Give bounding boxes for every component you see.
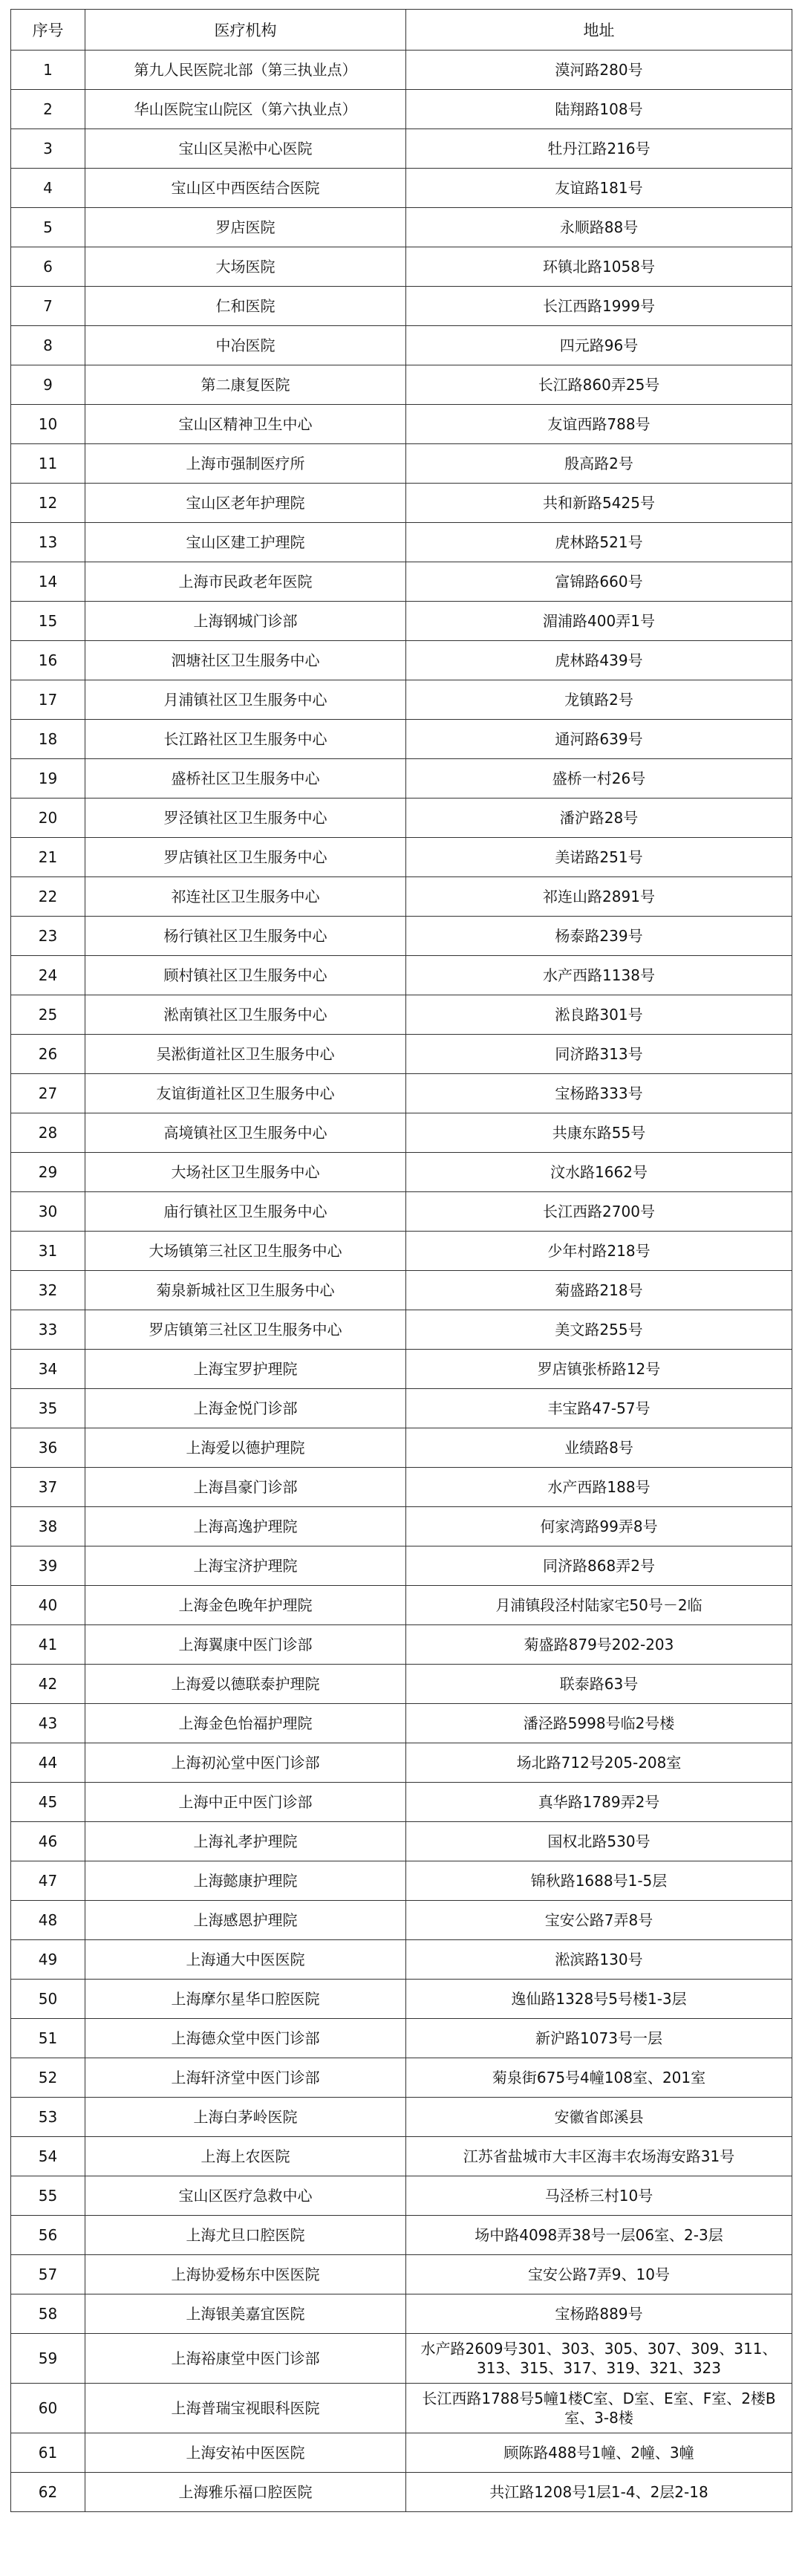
header-address: 地址 — [406, 10, 792, 51]
cell-address: 富锦路660号 — [406, 562, 792, 602]
cell-address: 美诺路251号 — [406, 838, 792, 877]
cell-institution: 宝山区精神卫生中心 — [85, 405, 406, 444]
cell-institution: 上海宝罗护理院 — [85, 1350, 406, 1389]
cell-index: 45 — [11, 1783, 85, 1822]
cell-index: 51 — [11, 2019, 85, 2058]
cell-institution: 上海尤旦口腔医院 — [85, 2216, 406, 2255]
cell-index: 9 — [11, 365, 85, 405]
cell-index: 1 — [11, 51, 85, 90]
cell-address: 潘泾路5998号临2号楼 — [406, 1704, 792, 1743]
cell-index: 53 — [11, 2098, 85, 2137]
cell-index: 6 — [11, 247, 85, 287]
cell-index: 35 — [11, 1389, 85, 1428]
cell-address: 淞良路301号 — [406, 995, 792, 1035]
table-row — [11, 1192, 792, 1232]
table-row — [11, 1783, 792, 1822]
cell-index: 55 — [11, 2176, 85, 2216]
cell-index: 48 — [11, 1901, 85, 1940]
cell-institution: 上海雅乐福口腔医院 — [85, 2473, 406, 2512]
cell-address: 同济路313号 — [406, 1035, 792, 1074]
cell-address: 潘沪路28号 — [406, 799, 792, 838]
cell-address: 何家湾路99弄8号 — [406, 1507, 792, 1546]
cell-index: 14 — [11, 562, 85, 602]
table-row — [11, 326, 792, 365]
cell-index: 16 — [11, 641, 85, 680]
cell-address: 菊泉街675号4幢108室、201室 — [406, 2058, 792, 2098]
cell-address: 锦秋路1688号1-5层 — [406, 1861, 792, 1901]
cell-index: 10 — [11, 405, 85, 444]
table-row — [11, 995, 792, 1035]
cell-institution: 上海昌豪门诊部 — [85, 1468, 406, 1507]
cell-institution: 宝山区吴淞中心医院 — [85, 129, 406, 169]
table-row — [11, 1665, 792, 1704]
cell-institution: 庙行镇社区卫生服务中心 — [85, 1192, 406, 1232]
cell-index: 22 — [11, 877, 85, 917]
table-row — [11, 1389, 792, 1428]
table-row — [11, 2473, 792, 2512]
cell-institution: 杨行镇社区卫生服务中心 — [85, 917, 406, 956]
cell-institution: 上海普瑞宝视眼科医院 — [85, 2384, 406, 2433]
cell-institution: 罗店镇社区卫生服务中心 — [85, 838, 406, 877]
cell-address: 水产路2609号301、303、305、307、309、311、313、315、317、319、321、323 — [406, 2334, 792, 2384]
cell-address: 月浦镇段泾村陆家宅50号－2临 — [406, 1586, 792, 1625]
cell-index: 21 — [11, 838, 85, 877]
cell-address: 长江路860弄25号 — [406, 365, 792, 405]
cell-institution: 上海爱以德联泰护理院 — [85, 1665, 406, 1704]
cell-institution: 大场镇第三社区卫生服务中心 — [85, 1232, 406, 1271]
cell-address: 永顺路88号 — [406, 208, 792, 247]
cell-address: 淞滨路130号 — [406, 1940, 792, 1980]
table-row — [11, 1507, 792, 1546]
table-row — [11, 90, 792, 129]
table-row — [11, 759, 792, 799]
cell-institution: 上海初沁堂中医门诊部 — [85, 1743, 406, 1783]
cell-institution: 宝山区建工护理院 — [85, 523, 406, 562]
table-row — [11, 169, 792, 208]
cell-address: 虎林路439号 — [406, 641, 792, 680]
cell-address: 逸仙路1328号5号楼1-3层 — [406, 1980, 792, 2019]
cell-institution: 上海金悦门诊部 — [85, 1389, 406, 1428]
cell-institution: 上海德众堂中医门诊部 — [85, 2019, 406, 2058]
table-row — [11, 129, 792, 169]
table-row — [11, 1546, 792, 1586]
table-row — [11, 1428, 792, 1468]
cell-index: 23 — [11, 917, 85, 956]
table-row — [11, 1861, 792, 1901]
cell-address: 祁连山路2891号 — [406, 877, 792, 917]
cell-index: 52 — [11, 2058, 85, 2098]
cell-institution: 大场社区卫生服务中心 — [85, 1153, 406, 1192]
cell-index: 19 — [11, 759, 85, 799]
cell-address: 菊盛路879号202-203 — [406, 1625, 792, 1665]
cell-address: 联泰路63号 — [406, 1665, 792, 1704]
cell-address: 马泾桥三村10号 — [406, 2176, 792, 2216]
table-row — [11, 641, 792, 680]
table-row — [11, 877, 792, 917]
cell-institution: 菊泉新城社区卫生服务中心 — [85, 1271, 406, 1310]
cell-institution: 宝山区医疗急救中心 — [85, 2176, 406, 2216]
table-row — [11, 1980, 792, 2019]
cell-institution: 上海感恩护理院 — [85, 1901, 406, 1940]
cell-address: 共江路1208号1层1-4、2层2-18 — [406, 2473, 792, 2512]
table-row — [11, 1350, 792, 1389]
cell-index: 59 — [11, 2334, 85, 2384]
cell-index: 20 — [11, 799, 85, 838]
header-institution: 医疗机构 — [85, 10, 406, 51]
cell-institution: 淞南镇社区卫生服务中心 — [85, 995, 406, 1035]
cell-address: 汶水路1662号 — [406, 1153, 792, 1192]
cell-institution: 上海金色怡福护理院 — [85, 1704, 406, 1743]
cell-index: 8 — [11, 326, 85, 365]
table-row — [11, 562, 792, 602]
cell-index: 40 — [11, 1586, 85, 1625]
cell-index: 62 — [11, 2473, 85, 2512]
cell-address: 宝安公路7弄8号 — [406, 1901, 792, 1940]
cell-institution: 上海礼孝护理院 — [85, 1822, 406, 1861]
cell-institution: 上海摩尔星华口腔医院 — [85, 1980, 406, 2019]
table-row — [11, 720, 792, 759]
cell-institution: 上海裕康堂中医门诊部 — [85, 2334, 406, 2384]
cell-institution: 月浦镇社区卫生服务中心 — [85, 680, 406, 720]
cell-address: 长江西路1788号5幢1楼C室、D室、E室、F室、2楼B室、3-8楼 — [406, 2384, 792, 2433]
cell-address: 真华路1789弄2号 — [406, 1783, 792, 1822]
cell-index: 2 — [11, 90, 85, 129]
cell-institution: 祁连社区卫生服务中心 — [85, 877, 406, 917]
cell-institution: 罗店镇第三社区卫生服务中心 — [85, 1310, 406, 1350]
cell-address: 安徽省郎溪县 — [406, 2098, 792, 2137]
cell-institution: 罗泾镇社区卫生服务中心 — [85, 799, 406, 838]
cell-institution: 上海翼康中医门诊部 — [85, 1625, 406, 1665]
cell-index: 46 — [11, 1822, 85, 1861]
cell-address: 虎林路521号 — [406, 523, 792, 562]
cell-index: 57 — [11, 2255, 85, 2294]
cell-institution: 宝山区中西医结合医院 — [85, 169, 406, 208]
cell-address: 通河路639号 — [406, 720, 792, 759]
cell-address: 江苏省盐城市大丰区海丰农场海安路31号 — [406, 2137, 792, 2176]
cell-index: 36 — [11, 1428, 85, 1468]
header-index: 序号 — [11, 10, 85, 51]
cell-institution: 上海钢城门诊部 — [85, 602, 406, 641]
cell-address: 环镇北路1058号 — [406, 247, 792, 287]
cell-institution: 上海银美嘉宜医院 — [85, 2294, 406, 2334]
cell-index: 15 — [11, 602, 85, 641]
cell-index: 49 — [11, 1940, 85, 1980]
cell-institution: 上海轩济堂中医门诊部 — [85, 2058, 406, 2098]
cell-institution: 华山医院宝山院区（第六执业点） — [85, 90, 406, 129]
cell-institution: 罗店医院 — [85, 208, 406, 247]
table-header-row — [11, 10, 792, 51]
table-row — [11, 838, 792, 877]
cell-institution: 仁和医院 — [85, 287, 406, 326]
table-row — [11, 2294, 792, 2334]
cell-institution: 上海市强制医疗所 — [85, 444, 406, 484]
cell-address: 殷高路2号 — [406, 444, 792, 484]
table-row — [11, 1704, 792, 1743]
cell-address: 漠河路280号 — [406, 51, 792, 90]
cell-institution: 上海高逸护理院 — [85, 1507, 406, 1546]
table-row — [11, 444, 792, 484]
table-row — [11, 1586, 792, 1625]
cell-address: 友谊西路788号 — [406, 405, 792, 444]
cell-institution: 上海懿康护理院 — [85, 1861, 406, 1901]
cell-index: 29 — [11, 1153, 85, 1192]
table-row — [11, 1940, 792, 1980]
cell-index: 50 — [11, 1980, 85, 2019]
cell-index: 38 — [11, 1507, 85, 1546]
table-row — [11, 1310, 792, 1350]
cell-index: 31 — [11, 1232, 85, 1271]
cell-institution: 上海市民政老年医院 — [85, 562, 406, 602]
table-row — [11, 2176, 792, 2216]
table-row — [11, 799, 792, 838]
table-row — [11, 1232, 792, 1271]
cell-institution: 大场医院 — [85, 247, 406, 287]
cell-address: 同济路868弄2号 — [406, 1546, 792, 1586]
table-row — [11, 287, 792, 326]
cell-institution: 泗塘社区卫生服务中心 — [85, 641, 406, 680]
cell-index: 61 — [11, 2433, 85, 2473]
cell-address: 丰宝路47-57号 — [406, 1389, 792, 1428]
cell-institution: 上海爱以德护理院 — [85, 1428, 406, 1468]
cell-index: 37 — [11, 1468, 85, 1507]
table-row — [11, 2019, 792, 2058]
cell-address: 杨泰路239号 — [406, 917, 792, 956]
table-row — [11, 405, 792, 444]
table-row — [11, 208, 792, 247]
cell-institution: 长江路社区卫生服务中心 — [85, 720, 406, 759]
cell-index: 32 — [11, 1271, 85, 1310]
cell-address: 共康东路55号 — [406, 1113, 792, 1153]
table-row — [11, 247, 792, 287]
cell-institution: 高境镇社区卫生服务中心 — [85, 1113, 406, 1153]
cell-index: 33 — [11, 1310, 85, 1350]
table-row — [11, 2098, 792, 2137]
cell-address: 盛桥一村26号 — [406, 759, 792, 799]
cell-institution: 上海通大中医医院 — [85, 1940, 406, 1980]
cell-address: 四元路96号 — [406, 326, 792, 365]
table-row — [11, 365, 792, 405]
table-row — [11, 51, 792, 90]
table-row — [11, 1153, 792, 1192]
cell-institution: 盛桥社区卫生服务中心 — [85, 759, 406, 799]
cell-institution: 上海宝济护理院 — [85, 1546, 406, 1586]
cell-index: 54 — [11, 2137, 85, 2176]
cell-index: 12 — [11, 484, 85, 523]
table-row — [11, 680, 792, 720]
cell-institution: 顾村镇社区卫生服务中心 — [85, 956, 406, 995]
table-body — [11, 51, 792, 2512]
cell-address: 菊盛路218号 — [406, 1271, 792, 1310]
cell-institution: 中冶医院 — [85, 326, 406, 365]
cell-address: 场北路712号205-208室 — [406, 1743, 792, 1783]
cell-index: 42 — [11, 1665, 85, 1704]
table-row — [11, 1901, 792, 1940]
medical-institutions-table — [10, 9, 792, 2512]
cell-address: 宝杨路889号 — [406, 2294, 792, 2334]
cell-index: 5 — [11, 208, 85, 247]
table-row — [11, 2384, 792, 2433]
cell-address: 新沪路1073号一层 — [406, 2019, 792, 2058]
table-row — [11, 956, 792, 995]
cell-institution: 上海金色晚年护理院 — [85, 1586, 406, 1625]
cell-address: 宝安公路7弄9、10号 — [406, 2255, 792, 2294]
cell-address: 顾陈路488号1幢、2幢、3幢 — [406, 2433, 792, 2473]
table-row — [11, 523, 792, 562]
cell-index: 47 — [11, 1861, 85, 1901]
cell-index: 4 — [11, 169, 85, 208]
cell-index: 44 — [11, 1743, 85, 1783]
cell-index: 60 — [11, 2384, 85, 2433]
cell-institution: 上海中正中医门诊部 — [85, 1783, 406, 1822]
cell-address: 水产西路1138号 — [406, 956, 792, 995]
cell-index: 18 — [11, 720, 85, 759]
cell-address: 长江西路2700号 — [406, 1192, 792, 1232]
table-row — [11, 1271, 792, 1310]
table-row — [11, 2058, 792, 2098]
cell-index: 30 — [11, 1192, 85, 1232]
cell-address: 少年村路218号 — [406, 1232, 792, 1271]
table-row — [11, 1035, 792, 1074]
table-row — [11, 602, 792, 641]
cell-index: 41 — [11, 1625, 85, 1665]
cell-index: 25 — [11, 995, 85, 1035]
cell-address: 陆翔路108号 — [406, 90, 792, 129]
cell-index: 39 — [11, 1546, 85, 1586]
cell-index: 43 — [11, 1704, 85, 1743]
cell-index: 3 — [11, 129, 85, 169]
table-row — [11, 2216, 792, 2255]
cell-address: 罗店镇张桥路12号 — [406, 1350, 792, 1389]
cell-address: 国权北路530号 — [406, 1822, 792, 1861]
cell-institution: 上海白茅岭医院 — [85, 2098, 406, 2137]
table-row — [11, 1743, 792, 1783]
cell-index: 7 — [11, 287, 85, 326]
cell-institution: 友谊街道社区卫生服务中心 — [85, 1074, 406, 1113]
cell-address: 牡丹江路216号 — [406, 129, 792, 169]
cell-index: 26 — [11, 1035, 85, 1074]
cell-address: 湄浦路400弄1号 — [406, 602, 792, 641]
cell-address: 长江西路1999号 — [406, 287, 792, 326]
cell-institution: 上海安祐中医医院 — [85, 2433, 406, 2473]
cell-index: 56 — [11, 2216, 85, 2255]
cell-address: 水产西路188号 — [406, 1468, 792, 1507]
cell-index: 28 — [11, 1113, 85, 1153]
table-row — [11, 2334, 792, 2384]
cell-index: 34 — [11, 1350, 85, 1389]
cell-address: 龙镇路2号 — [406, 680, 792, 720]
table-row — [11, 1625, 792, 1665]
cell-address: 友谊路181号 — [406, 169, 792, 208]
cell-institution: 第二康复医院 — [85, 365, 406, 405]
cell-index: 11 — [11, 444, 85, 484]
cell-index: 13 — [11, 523, 85, 562]
cell-address: 业绩路8号 — [406, 1428, 792, 1468]
table-row — [11, 1468, 792, 1507]
cell-index: 58 — [11, 2294, 85, 2334]
cell-institution: 上海上农医院 — [85, 2137, 406, 2176]
table-row — [11, 2433, 792, 2473]
cell-institution: 吴淞街道社区卫生服务中心 — [85, 1035, 406, 1074]
cell-address: 场中路4098弄38号一层06室、2-3层 — [406, 2216, 792, 2255]
table-row — [11, 2255, 792, 2294]
table-row — [11, 917, 792, 956]
cell-index: 17 — [11, 680, 85, 720]
cell-institution: 宝山区老年护理院 — [85, 484, 406, 523]
cell-institution: 第九人民医院北部（第三执业点） — [85, 51, 406, 90]
table-row — [11, 1113, 792, 1153]
cell-index: 27 — [11, 1074, 85, 1113]
table-row — [11, 1822, 792, 1861]
cell-address: 共和新路5425号 — [406, 484, 792, 523]
cell-address: 美文路255号 — [406, 1310, 792, 1350]
cell-address: 宝杨路333号 — [406, 1074, 792, 1113]
table-row — [11, 1074, 792, 1113]
cell-institution: 上海协爱杨东中医医院 — [85, 2255, 406, 2294]
table-row — [11, 484, 792, 523]
cell-index: 24 — [11, 956, 85, 995]
table-row — [11, 2137, 792, 2176]
